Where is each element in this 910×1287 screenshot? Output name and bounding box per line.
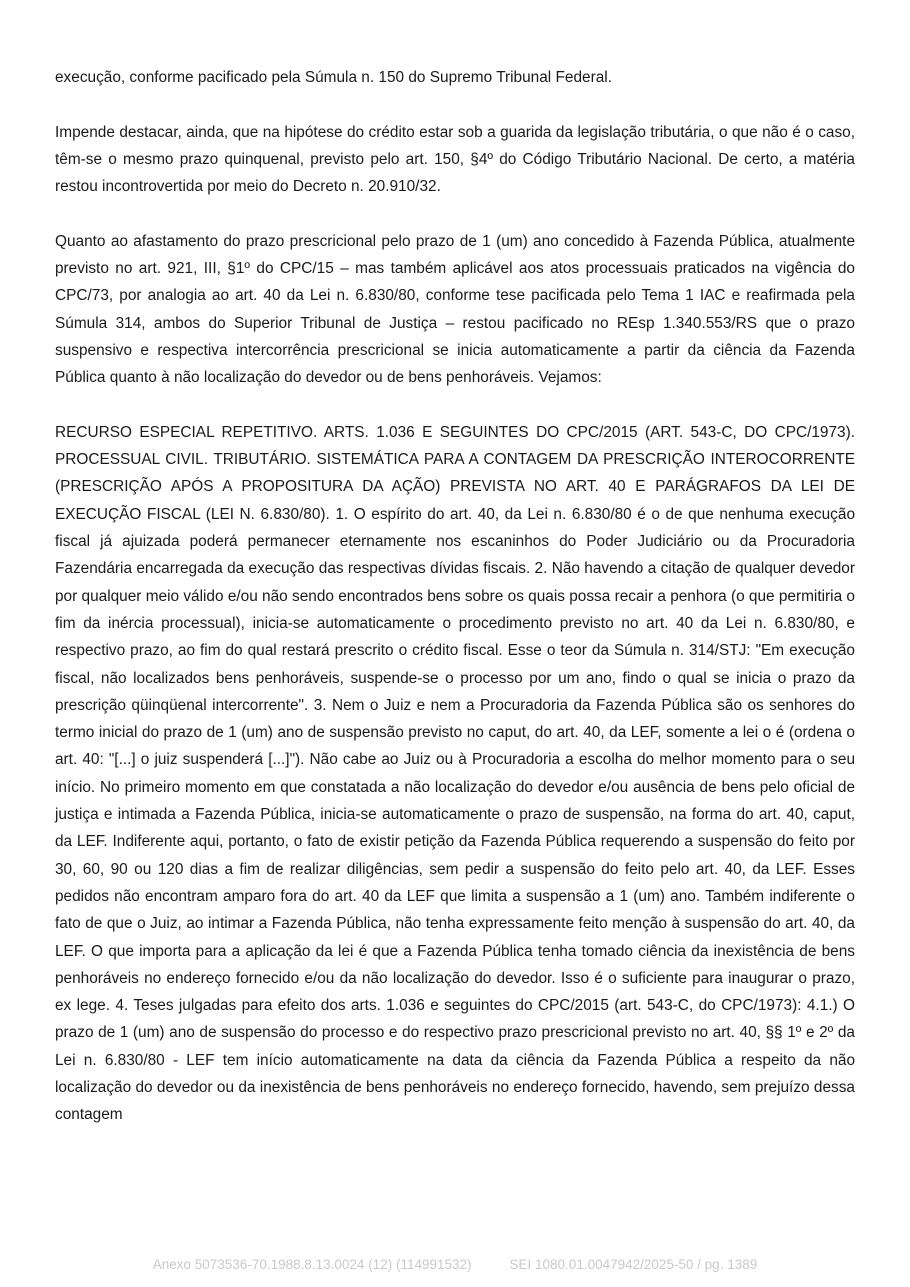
footer-sei-label: SEI 1080.01.0047942/2025-50 / pg. 1389: [509, 1257, 758, 1272]
paragraph-ctn-prazo: Impende destacar, ainda, que na hipótese do crédito estar sob a guarida da legislação tributária, o que não é o caso, têm-se o mesmo prazo quinquenal, previsto pelo art. 150, §4º do Código Tributário Nacional. De certo, a matéria restou incontrovertida por meio do Decreto n. 20.910/32.: [55, 123, 855, 196]
document-body: [55, 64, 855, 1156]
paragraph-sumula-150: execução, conforme pacificado pela Súmula n. 150 do Supremo Tribunal Federal.: [55, 69, 612, 86]
footer-annex-label: Anexo 5073536-70.1988.8.13.0024 (12) (114991532): [152, 1257, 472, 1272]
page-footer: [0, 1257, 910, 1272]
paragraph-prazo-suspensivo: Quanto ao afastamento do prazo prescricional pelo prazo de 1 (um) ano concedido à Fazenda Pública, atualmente previsto no art. 921, III, §1º do CPC/15 – mas também aplicável aos atos processuais praticados na vigência do CPC/73, por analogia ao art. 40 da Lei n. 6.830/80, conforme tese pacificada pelo Tema 1 IAC e reafirmada pela Súmula 314, ambos do Superior Tribunal de Justiça – restou pacificado no REsp 1.340.553/RS que o prazo suspensivo e respectiva intercorrência prescricional se inicia automaticamente a partir da ciência da Fazenda Pública quanto à não localização do devedor ou de bens penhoráveis. Vejamos:: [55, 232, 855, 387]
paragraph-recurso-especial-citation: RECURSO ESPECIAL REPETITIVO. ARTS. 1.036 E SEGUINTES DO CPC/2015 (ART. 543-C, DO CPC/1973). PROCESSUAL CIVIL. TRIBUTÁRIO. SISTEMÁTICA PARA A CONTAGEM DA PRESCRIÇÃO INTEROCORRENTE (PRESCRIÇÃO APÓS A PROPOSITURA DA AÇÃO) PREVISTA NO ART. 40 E PARÁGRAFOS DA LEI DE EXECUÇÃO FISCAL (LEI N. 6.830/80). 1. O espírito do art. 40, da Lei n. 6.830/80 é o de que nenhuma execução fiscal já ajuizada poderá permanecer eternamente nos escaninhos do Poder Judiciário ou da Procuradoria Fazendária encarregada da execução das respectivas dívidas fiscais. 2. Não havendo a citação de qualquer devedor por qualquer meio válido e/ou não sendo encontrados bens sobre os quais possa recair a penhora (o que permitiria o fim da inércia processual), inicia-se automaticamente o procedimento previsto no art. 40 da Lei n. 6.830/80, e respectivo prazo, ao fim do qual restará prescrito o crédito fiscal. Esse o teor da Súmula n. 314/STJ: "Em execução fiscal, não localizados bens penhoráveis, suspende-se o processo por um ano, findo o qual se inicia o prazo da prescrição qüinqüenal intercorrente". 3. Nem o Juiz e nem a Procuradoria da Fazenda Pública são os senhores do termo inicial do prazo de 1 (um) ano de suspensão previsto no caput, do art. 40, da LEF, somente a lei o é (ordena o art. 40: "[...] o juiz suspenderá [...]"). Não cabe ao Juiz ou à Procuradoria a escolha do melhor momento para o seu início. No primeiro momento em que constatada a não localização do devedor e/ou ausência de bens pelo oficial de justiça e intimada a Fazenda Pública, inicia-se automaticamente o prazo de suspensão, na forma do art. 40, caput, da LEF. Indiferente aqui, portanto, o fato de existir petição da Fazenda Pública requerendo a suspensão do feito por 30, 60, 90 ou 120 dias a fim de realizar diligências, sem pedir a suspensão do feito pelo art. 40, da LEF. Esses pedidos não encontram amparo fora do art. 40 da LEF que limita a suspensão a 1 (um) ano. Também indiferente o fato de que o Juiz, ao intimar a Fazenda Pública, não tenha expressamente feito menção à suspensão do art. 40, da LEF. O que importa para a aplicação da lei é que a Fazenda Pública tenha tomado ciência da inexistência de bens penhoráveis no endereço fornecido e/ou da não localização do devedor. Isso é o suficiente para inaugurar o prazo, ex lege. 4. Teses julgadas para efeito dos arts. 1.036 e seguintes do CPC/2015 (art. 543-C, do CPC/1973): 4.1.) O prazo de 1 (um) ano de suspensão do processo e do respectivo prazo prescricional previsto no art. 40, §§ 1º e 2º da Lei n. 6.830/80 - LEF tem início automaticamente na data da ciência da Fazenda Pública a respeito da não localização do devedor ou da inexistência de bens penhoráveis no endereço fornecido, havendo, sem prejuízo dessa contagem: [55, 423, 855, 1124]
